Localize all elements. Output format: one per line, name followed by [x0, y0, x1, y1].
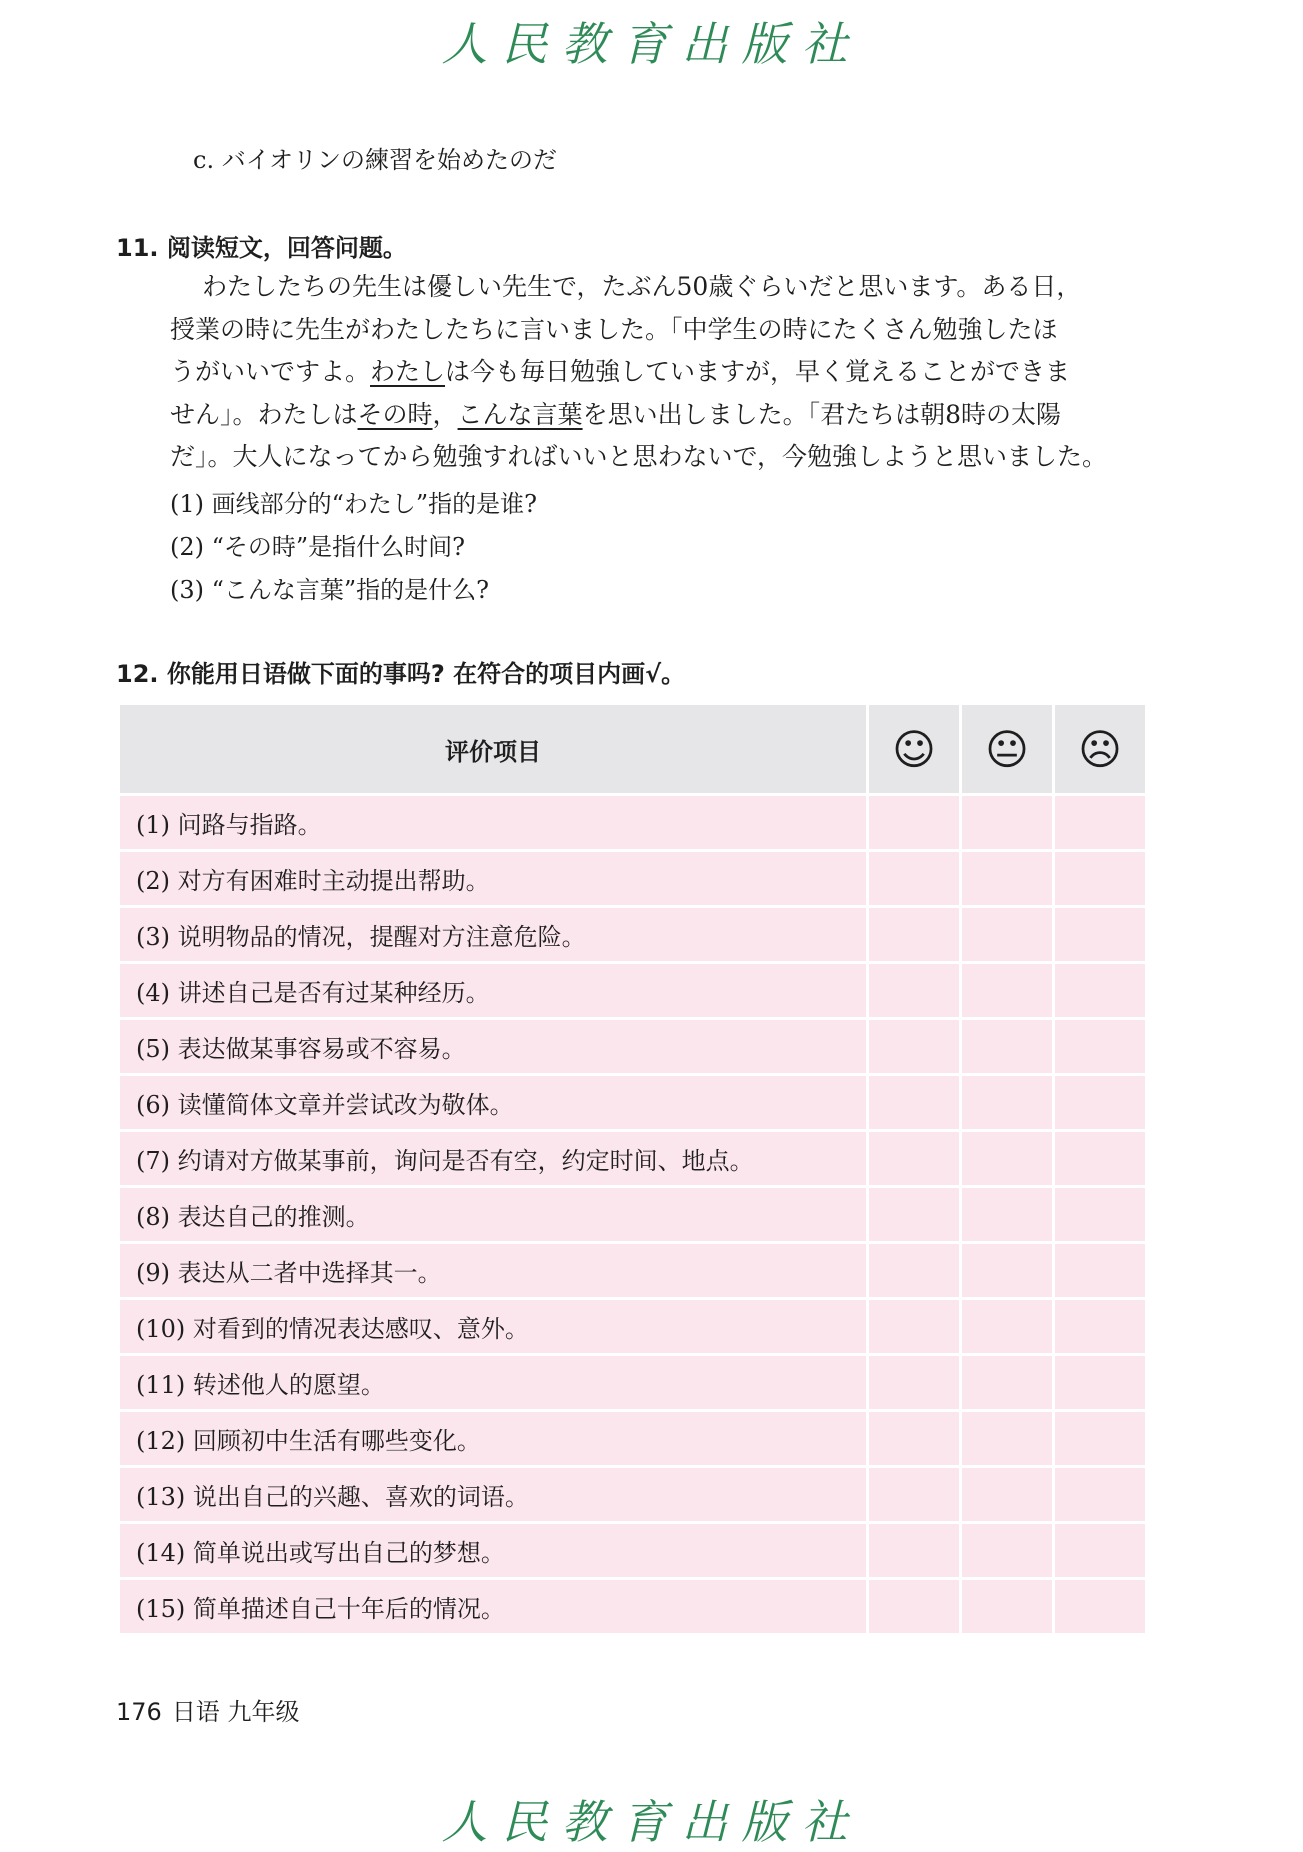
passage-line	[170, 351, 1145, 394]
check-cell-neutral[interactable]	[962, 1188, 1052, 1241]
check-cell-smile[interactable]	[869, 908, 959, 961]
table-row	[120, 852, 1145, 905]
check-cell-smile[interactable]	[869, 1188, 959, 1241]
passage-text: ，	[432, 399, 458, 429]
evaluation-item: (4) 讲述自己是否有过某种经历。	[120, 964, 866, 1017]
evaluation-table	[117, 702, 1148, 1636]
page-footer	[116, 1692, 299, 1727]
check-cell-sad[interactable]	[1055, 908, 1145, 961]
table-row	[120, 1580, 1145, 1633]
reading-passage	[170, 266, 1145, 479]
check-cell-neutral[interactable]	[962, 1524, 1052, 1577]
table-row	[120, 1524, 1145, 1577]
check-cell-neutral[interactable]	[962, 1356, 1052, 1409]
passage-line	[170, 394, 1145, 437]
table-row	[120, 964, 1145, 1017]
evaluation-item: (7) 约请对方做某事前，询问是否有空，约定时间、地点。	[120, 1132, 866, 1185]
smile-face-icon: ☺	[869, 705, 959, 793]
check-cell-smile[interactable]	[869, 796, 959, 849]
check-cell-sad[interactable]	[1055, 1468, 1145, 1521]
table-row	[120, 1020, 1145, 1073]
publisher-watermark-bottom: 人民教育出版社	[441, 1795, 862, 1849]
passage-text: は今も毎日勉強していますが，早く覚えることができま	[445, 357, 1071, 386]
passage-line: だ」。大人になってから勉強すればいいと思わないで，今勉強しようと思いました。	[170, 442, 1108, 471]
check-cell-smile[interactable]	[869, 1524, 959, 1577]
sub-question-2: (2) “その時”是指什么时间?	[170, 533, 466, 561]
table-row	[120, 1300, 1145, 1353]
question-11-title: 11. 阅读短文，回答问题。	[116, 234, 407, 262]
table-row	[120, 1244, 1145, 1297]
evaluation-item: (13) 说出自己的兴趣、喜欢的词语。	[120, 1468, 866, 1521]
check-cell-sad[interactable]	[1055, 1244, 1145, 1297]
neutral-face-icon: 😐	[962, 705, 1052, 793]
check-cell-sad[interactable]	[1055, 1412, 1145, 1465]
check-cell-sad[interactable]	[1055, 964, 1145, 1017]
check-cell-sad[interactable]	[1055, 796, 1145, 849]
table-row	[120, 1468, 1145, 1521]
check-cell-smile[interactable]	[869, 1076, 959, 1129]
passage-line: わたしたちの先生は優しい先生で，たぶん50歳ぐらいだと思います。ある日，	[202, 272, 1082, 301]
check-cell-sad[interactable]	[1055, 1524, 1145, 1577]
check-cell-sad[interactable]	[1055, 1356, 1145, 1409]
table-row	[120, 1412, 1145, 1465]
table-row	[120, 1356, 1145, 1409]
table-row	[120, 908, 1145, 961]
check-cell-neutral[interactable]	[962, 1580, 1052, 1633]
evaluation-item: (2) 对方有困难时主动提出帮助。	[120, 852, 866, 905]
evaluation-item: (11) 转述他人的愿望。	[120, 1356, 866, 1409]
evaluation-item: (12) 回顾初中生活有哪些变化。	[120, 1412, 866, 1465]
check-cell-smile[interactable]	[869, 1132, 959, 1185]
check-cell-sad[interactable]	[1055, 1188, 1145, 1241]
table-row	[120, 796, 1145, 849]
check-cell-smile[interactable]	[869, 1356, 959, 1409]
option-c-line: c. バイオリンの練習を始めたのだ	[193, 146, 557, 174]
publisher-watermark-top: 人民教育出版社	[441, 17, 862, 71]
check-cell-neutral[interactable]	[962, 1020, 1052, 1073]
sub-question-3: (3) “こんな言葉”指的是什么?	[170, 576, 490, 604]
check-cell-sad[interactable]	[1055, 852, 1145, 905]
sad-face-icon: ☹	[1055, 705, 1145, 793]
evaluation-item: (8) 表达自己的推测。	[120, 1188, 866, 1241]
evaluation-item: (1) 问路与指路。	[120, 796, 866, 849]
check-cell-sad[interactable]	[1055, 1020, 1145, 1073]
check-cell-neutral[interactable]	[962, 1132, 1052, 1185]
table-row	[120, 1076, 1145, 1129]
page-number: 176	[116, 1698, 162, 1726]
underlined-konna-kotoba: こんな言葉	[457, 399, 583, 429]
check-cell-neutral[interactable]	[962, 852, 1052, 905]
check-cell-smile[interactable]	[869, 1412, 959, 1465]
evaluation-item: (5) 表达做某事容易或不容易。	[120, 1020, 866, 1073]
check-cell-sad[interactable]	[1055, 1580, 1145, 1633]
check-cell-neutral[interactable]	[962, 908, 1052, 961]
evaluation-item-header: 评价项目	[120, 705, 866, 793]
check-cell-neutral[interactable]	[962, 1468, 1052, 1521]
evaluation-item: (6) 读懂简体文章并尝试改为敬体。	[120, 1076, 866, 1129]
evaluation-item: (14) 简单说出或写出自己的梦想。	[120, 1524, 866, 1577]
check-cell-smile[interactable]	[869, 1580, 959, 1633]
check-cell-smile[interactable]	[869, 1244, 959, 1297]
check-cell-smile[interactable]	[869, 1468, 959, 1521]
passage-text: せん」。わたしは	[170, 399, 358, 429]
underlined-watashi: わたし	[370, 357, 446, 386]
book-title: 日语 九年级	[171, 1698, 300, 1726]
check-cell-neutral[interactable]	[962, 796, 1052, 849]
check-cell-neutral[interactable]	[962, 964, 1052, 1017]
evaluation-item: (10) 对看到的情况表达感叹、意外。	[120, 1300, 866, 1353]
check-cell-sad[interactable]	[1055, 1132, 1145, 1185]
check-cell-neutral[interactable]	[962, 1076, 1052, 1129]
table-header-row	[120, 705, 1145, 793]
check-cell-neutral[interactable]	[962, 1300, 1052, 1353]
check-cell-smile[interactable]	[869, 1020, 959, 1073]
table-row	[120, 1188, 1145, 1241]
evaluation-item: (9) 表达从二者中选择其一。	[120, 1244, 866, 1297]
sub-question-1: (1) 画线部分的“わたし”指的是谁?	[170, 490, 538, 518]
passage-text: うがいいですよ。	[170, 357, 371, 386]
check-cell-smile[interactable]	[869, 1300, 959, 1353]
table-row	[120, 1132, 1145, 1185]
passage-line: 授業の時に先生がわたしたちに言いました。「中学生の時にたくさん勉強したほ	[170, 314, 1058, 344]
check-cell-neutral[interactable]	[962, 1412, 1052, 1465]
question-12-title: 12. 你能用日语做下面的事吗? 在符合的项目内画√。	[116, 660, 686, 688]
passage-text: を思い出しました。「君たちは朝8時の太陽	[582, 399, 1061, 429]
underlined-sono-toki: その時	[357, 399, 433, 429]
check-cell-sad[interactable]	[1055, 1300, 1145, 1353]
check-cell-smile[interactable]	[869, 852, 959, 905]
evaluation-item: (15) 简单描述自己十年后的情况。	[120, 1580, 866, 1633]
evaluation-item: (3) 说明物品的情况，提醒对方注意危险。	[120, 908, 866, 961]
check-cell-smile[interactable]	[869, 964, 959, 1017]
check-cell-neutral[interactable]	[962, 1244, 1052, 1297]
check-cell-sad[interactable]	[1055, 1076, 1145, 1129]
